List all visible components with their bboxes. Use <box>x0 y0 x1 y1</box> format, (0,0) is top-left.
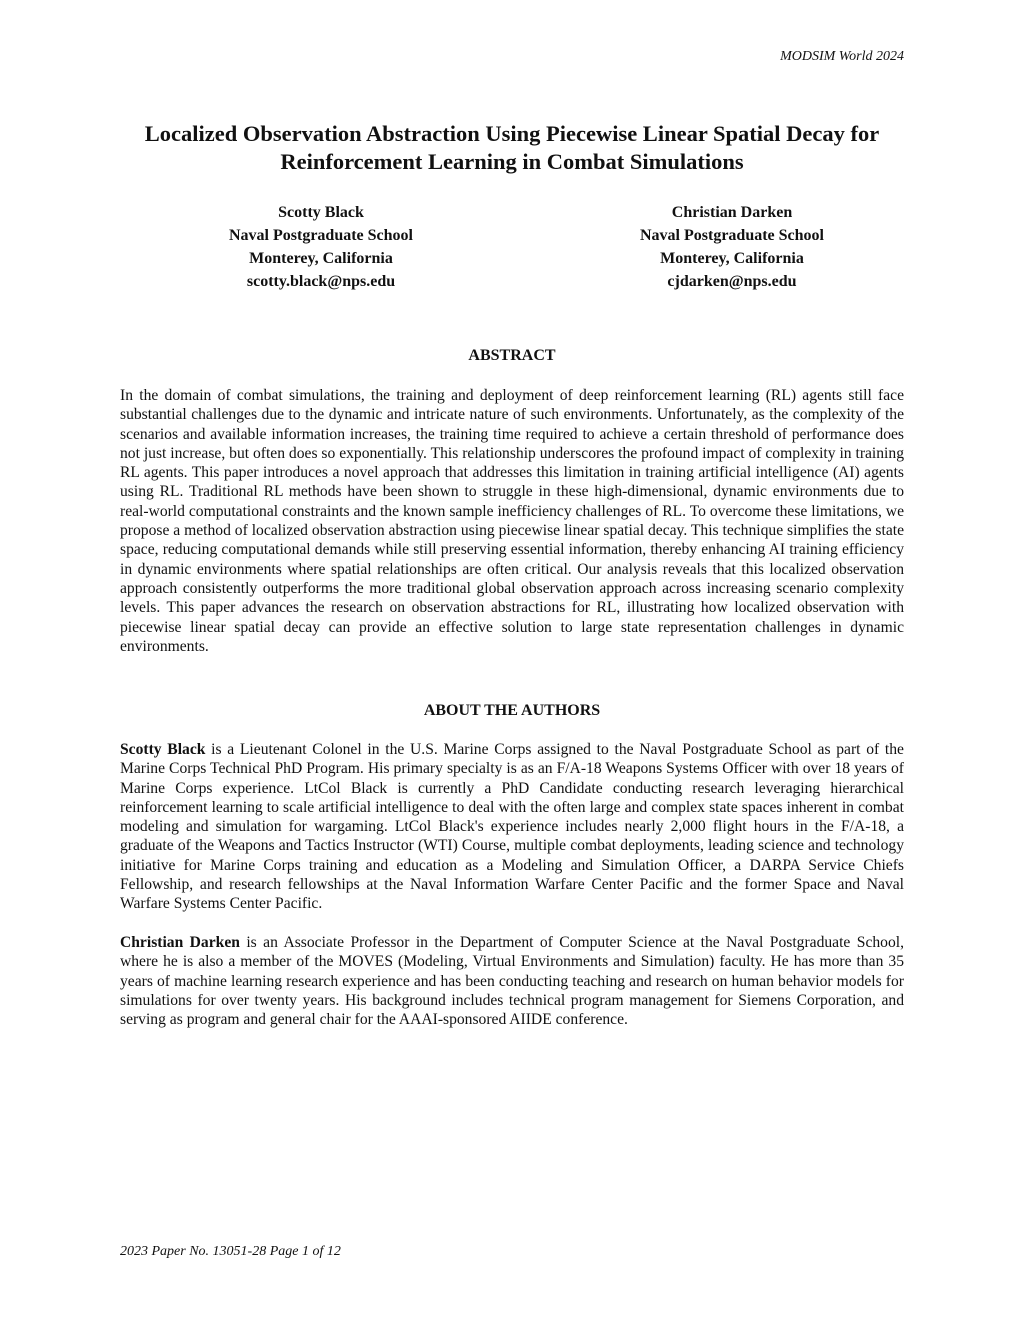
running-header: MODSIM World 2024 <box>780 49 904 64</box>
title-line-1: Localized Observation Abstraction Using Piecewise Linear Spatial Decay for <box>144 121 880 146</box>
author-affiliation: Naval Postgraduate School <box>229 227 413 244</box>
about-authors-heading: ABOUT THE AUTHORS <box>423 702 601 719</box>
abstract-heading: ABSTRACT <box>468 347 556 364</box>
author-email[interactable]: scotty.black@nps.edu <box>246 273 396 290</box>
author-name: Scotty Black <box>278 204 364 221</box>
bio-text: is a Lieutenant Colonel in the U.S. Marine Corps assigned to the Naval Postgraduate School as part of the Marine Corps Technical PhD Program. His primary specialty is as an F/A-18 Weapons Systems Officer with over 18 years of Marine Corps experience. LtCol Black is currently a PhD Candidate conducting research leveraging hierarchical reinforcement learning to scale artificial intelligence to deal with the often large and complex state spaces inherent in combat modeling and simulation for wargaming. LtCol Black's experience includes nearly 2,000 flight hours in the F/A-18, a graduate of the Weapons and Tactics Instructor (WTI) Course, multiple combat deployments, leading science and technology initiative for Marine Corps training and education as a Modeling and Simulation Officer, a DARPA Service Chiefs Fellowship, and research fellowships at the Naval Information Warfare Center Pacific and the former Space and Naval Warfare Systems Center Pacific. <box>120 741 904 913</box>
paper-title <box>100 120 924 176</box>
page-footer: 2023 Paper No. 13051-28 Page 1 of 12 <box>120 1244 341 1259</box>
author-bio-1 <box>120 740 904 914</box>
author-email[interactable]: cjdarken@nps.edu <box>667 273 797 290</box>
author-name: Christian Darken <box>671 204 793 221</box>
author-location: Monterey, California <box>249 250 393 267</box>
bio-name: Christian Darken <box>120 934 240 951</box>
bio-name: Scotty Black <box>120 741 206 758</box>
title-line-2: Reinforcement Learning in Combat Simulations <box>280 149 744 174</box>
author-2 <box>567 201 897 293</box>
author-location: Monterey, California <box>660 250 804 267</box>
author-bio-2 <box>120 933 904 1029</box>
abstract-text: In the domain of combat simulations, the training and deployment of deep reinforcement learning (RL) agents still face substantial challenges due to the dynamic and intricate nature of such environments. Unfortunately, as the complexity of the scenarios and available information increases, the training time required to achieve a certain threshold of performance does not just increase, but often does so exponentially. This relationship underscores the profound impact of complexity in training RL agents. This paper introduces a novel approach that addresses this limitation in training artificial intelligence (AI) agents using RL. Traditional RL methods have been shown to struggle in these high-dimensional, dynamic environments due to real-world computational constraints and the known sample inefficiency challenges of RL. To overcome these limitations, we propose a method of localized observation abstraction using piecewise linear spatial decay. This technique simplifies the state space, reducing computational demands while still preserving essential information, thereby enhancing AI training efficiency in dynamic environments where spatial relationships are often critical. Our analysis reveals that this localized observation approach consistently outperforms the more traditional global observation approach across increasing scenario complexity levels. This paper advances the research on observation abstractions for RL, illustrating how localized observation with piecewise linear spatial decay can provide an effective solution to large state representation challenges in dynamic environments. <box>120 387 904 655</box>
bio-text: is an Associate Professor in the Department of Computer Science at the Naval Postgraduate School, where he is also a member of the MOVES (Modeling, Virtual Environments and Simulation) faculty. He has more than 35 years of machine learning research experience and has been conducting teaching and research on human behavior models for simulations for over twenty years. His background includes technical program management for Siemens Corporation, and serving as program and general chair for the AAAI-sponsored AIIDE conference. <box>120 934 904 1029</box>
author-1 <box>156 201 486 293</box>
author-affiliation: Naval Postgraduate School <box>640 227 824 244</box>
